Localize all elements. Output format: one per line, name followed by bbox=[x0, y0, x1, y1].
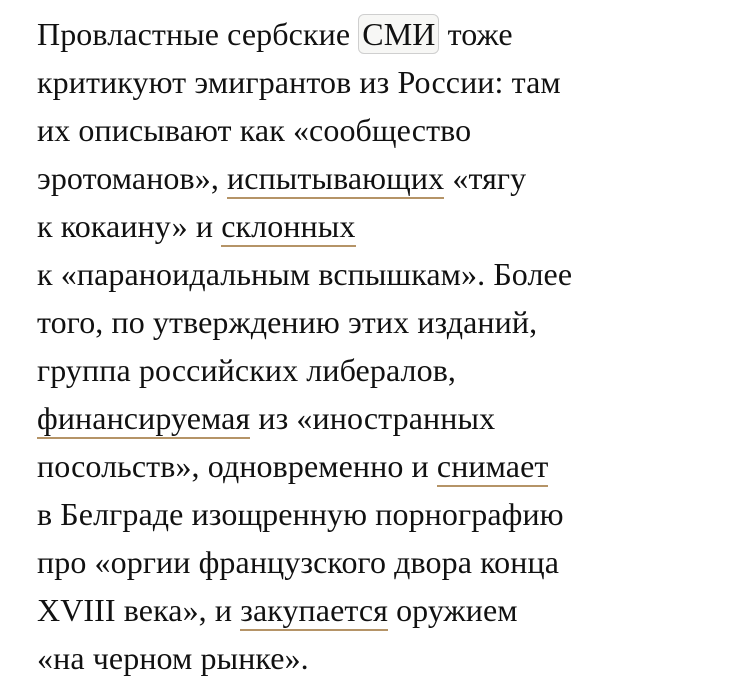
smi-tag-badge[interactable]: СМИ bbox=[358, 14, 439, 54]
line-text: тоже bbox=[439, 16, 513, 52]
link-experiencing[interactable]: испытывающих bbox=[227, 160, 444, 199]
paragraph-line: их описывают как «сообщество bbox=[37, 112, 472, 148]
paragraph-line bbox=[37, 10, 727, 58]
link-prone[interactable]: склонных bbox=[221, 208, 355, 247]
paragraph-line: того, по утверждению этих изданий, bbox=[37, 304, 538, 340]
paragraph-line: к «параноидальным вспышкам». Более bbox=[37, 256, 573, 292]
link-buys[interactable]: закупается bbox=[240, 592, 388, 631]
paragraph-line: «на черном рынке». bbox=[37, 640, 309, 676]
line-text: эротоманов», bbox=[37, 160, 228, 196]
line-text: из «иностранных bbox=[250, 400, 496, 436]
paragraph-line bbox=[37, 442, 727, 490]
line-text: оружием bbox=[387, 592, 518, 628]
paragraph-line: группа российских либералов, bbox=[37, 352, 457, 388]
link-financed[interactable]: финансируемая bbox=[37, 400, 250, 439]
article-paragraph bbox=[37, 10, 727, 682]
paragraph-line bbox=[37, 394, 727, 442]
link-films[interactable]: снимает bbox=[437, 448, 549, 487]
line-text: к кокаину» и bbox=[37, 208, 222, 244]
line-text: посольств», одновременно и bbox=[37, 448, 437, 484]
paragraph-line bbox=[37, 586, 727, 634]
line-text: Провластные сербские bbox=[37, 16, 359, 52]
line-text: XVIII века», и bbox=[37, 592, 241, 628]
paragraph-line: критикуют эмигрантов из России: там bbox=[37, 64, 561, 100]
paragraph-line bbox=[37, 154, 727, 202]
paragraph-line bbox=[37, 202, 727, 250]
line-text: «тягу bbox=[444, 160, 527, 196]
paragraph-line: про «оргии французского двора конца bbox=[37, 544, 560, 580]
paragraph-line: в Белграде изощренную порнографию bbox=[37, 496, 564, 532]
